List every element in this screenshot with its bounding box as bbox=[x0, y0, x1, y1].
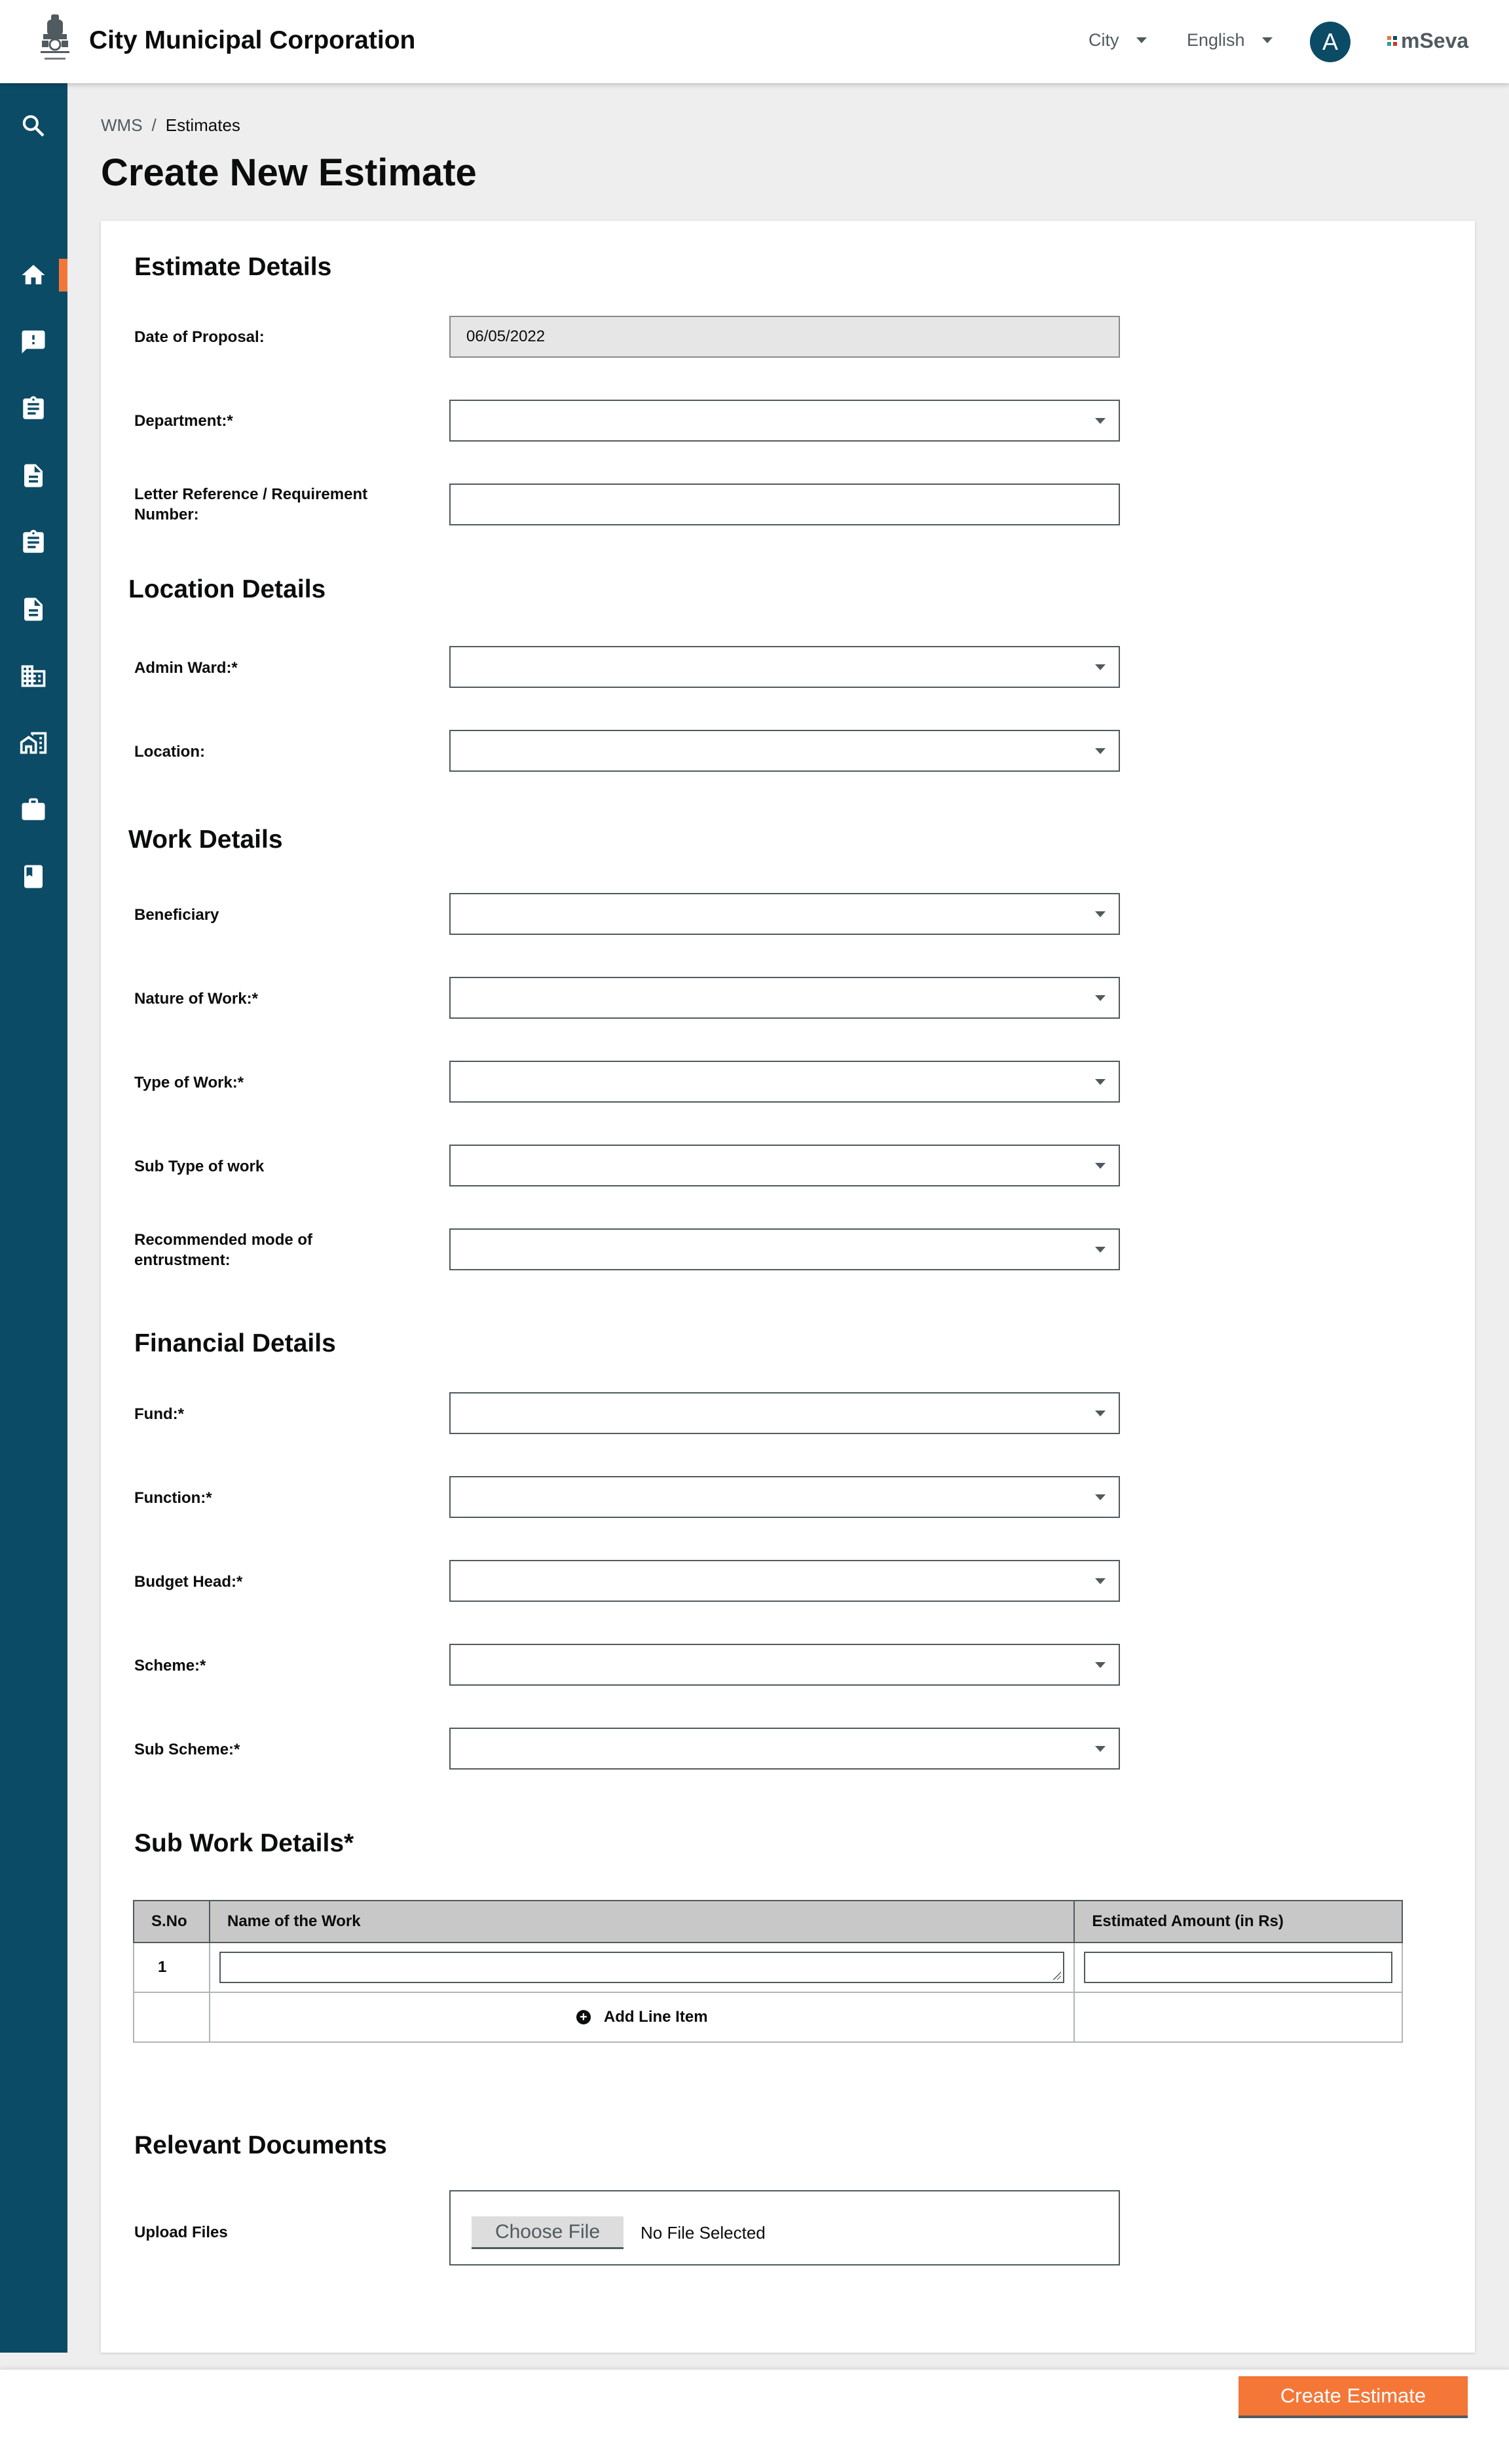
building-icon[interactable] bbox=[17, 660, 50, 692]
beneficiary-select[interactable] bbox=[449, 893, 1120, 935]
admin-ward-label: Admin Ward:* bbox=[134, 659, 238, 677]
budget-head-select[interactable] bbox=[449, 1560, 1120, 1602]
chevron-down-icon bbox=[1095, 1411, 1106, 1416]
breadcrumb-current: Estimates bbox=[165, 115, 240, 135]
sub-type-of-work-label: Sub Type of work bbox=[134, 1158, 265, 1175]
sub-work-table bbox=[133, 1900, 1403, 2043]
add-line-item-label: Add Line Item bbox=[603, 2008, 708, 2026]
chevron-down-icon bbox=[1095, 911, 1106, 917]
action-footer bbox=[0, 2370, 1509, 2464]
function-select[interactable] bbox=[449, 1476, 1120, 1518]
resize-handle-icon[interactable] bbox=[1052, 1971, 1061, 1980]
empty-cell bbox=[134, 1992, 210, 2042]
letter-reference-input[interactable] bbox=[449, 483, 1120, 525]
budget-head-label: Budget Head:* bbox=[134, 1573, 243, 1591]
add-line-cell bbox=[210, 1992, 1074, 2042]
sub-scheme-select[interactable] bbox=[449, 1728, 1120, 1770]
breadcrumb-root-link[interactable]: WMS bbox=[101, 115, 143, 135]
relevant-documents-heading: Relevant Documents bbox=[134, 2131, 387, 2159]
sub-scheme-label: Sub Scheme:* bbox=[134, 1741, 240, 1758]
chevron-down-icon bbox=[1095, 1494, 1106, 1500]
chevron-down-icon bbox=[1095, 1578, 1106, 1584]
table-header-row bbox=[134, 1901, 1402, 1943]
corporation-name: City Municipal Corporation bbox=[89, 26, 416, 54]
beneficiary-label: Beneficiary bbox=[134, 906, 219, 924]
table-row bbox=[134, 1943, 1402, 1992]
briefcase-icon[interactable] bbox=[17, 793, 50, 826]
scheme-label: Scheme:* bbox=[134, 1657, 206, 1675]
home-work-icon[interactable] bbox=[17, 727, 50, 759]
document-icon[interactable] bbox=[17, 593, 50, 626]
clipboard-icon[interactable] bbox=[17, 392, 50, 425]
sub-work-details-heading: Sub Work Details* bbox=[134, 1829, 354, 1857]
brand-dots-icon bbox=[1387, 36, 1397, 46]
choose-file-button[interactable]: Choose File bbox=[472, 2216, 624, 2249]
location-select[interactable] bbox=[449, 730, 1120, 772]
emblem-icon bbox=[37, 12, 73, 67]
book-icon[interactable] bbox=[17, 860, 50, 893]
breadcrumb bbox=[101, 115, 240, 136]
estimate-details-heading: Estimate Details bbox=[134, 253, 332, 281]
location-label: Location: bbox=[134, 743, 205, 761]
chevron-down-icon bbox=[1095, 418, 1106, 424]
chevron-down-icon bbox=[1136, 37, 1147, 43]
department-label: Department:* bbox=[134, 412, 233, 430]
chevron-down-icon bbox=[1262, 37, 1273, 43]
chevron-down-icon bbox=[1095, 1662, 1106, 1668]
upload-files-label: Upload Files bbox=[134, 2224, 228, 2241]
function-label: Function:* bbox=[134, 1489, 212, 1507]
fund-label: Fund:* bbox=[134, 1405, 184, 1423]
create-estimate-button[interactable]: Create Estimate bbox=[1239, 2376, 1468, 2418]
row-amount-cell bbox=[1074, 1943, 1402, 1992]
date-of-proposal-field: 06/05/2022 bbox=[449, 316, 1120, 358]
entrustment-mode-label: Recommended mode of entrustment: bbox=[134, 1231, 313, 1269]
sub-type-of-work-select[interactable] bbox=[449, 1145, 1120, 1186]
work-details-heading: Work Details bbox=[128, 825, 283, 854]
column-header-sno: S.No bbox=[134, 1901, 210, 1943]
column-header-amount: Estimated Amount (in Rs) bbox=[1074, 1901, 1402, 1943]
estimated-amount-input[interactable] bbox=[1084, 1952, 1392, 1983]
type-of-work-select[interactable] bbox=[449, 1061, 1120, 1103]
add-line-row bbox=[134, 1992, 1402, 2042]
chevron-down-icon bbox=[1095, 664, 1106, 670]
row-sno: 1 bbox=[134, 1943, 210, 1992]
add-line-item-button[interactable] bbox=[219, 2008, 1064, 2026]
fund-select[interactable] bbox=[449, 1392, 1120, 1434]
empty-cell bbox=[1074, 1992, 1402, 2042]
home-icon[interactable] bbox=[17, 259, 50, 292]
avatar[interactable]: A bbox=[1310, 22, 1351, 62]
chevron-down-icon bbox=[1095, 1247, 1106, 1253]
financial-details-heading: Financial Details bbox=[134, 1329, 336, 1357]
top-header bbox=[0, 0, 1509, 83]
letter-reference-label: Letter Reference / Requirement Number: bbox=[134, 485, 368, 523]
language-dropdown[interactable] bbox=[1187, 30, 1273, 50]
nature-of-work-select[interactable] bbox=[449, 977, 1120, 1019]
work-name-textarea[interactable] bbox=[219, 1952, 1064, 1983]
column-header-name: Name of the Work bbox=[210, 1901, 1074, 1943]
chevron-down-icon bbox=[1095, 1163, 1106, 1169]
file-upload-box bbox=[449, 2190, 1120, 2265]
city-dropdown[interactable] bbox=[1089, 30, 1147, 50]
brand-logo bbox=[1387, 29, 1468, 53]
chevron-down-icon bbox=[1095, 995, 1106, 1001]
nature-of-work-label: Nature of Work:* bbox=[134, 990, 258, 1008]
type-of-work-label: Type of Work:* bbox=[134, 1074, 244, 1091]
entrustment-mode-select[interactable] bbox=[449, 1228, 1120, 1270]
sidebar-active-indicator bbox=[59, 259, 67, 292]
row-name-cell bbox=[210, 1943, 1074, 1992]
document-icon[interactable] bbox=[17, 459, 50, 492]
language-dropdown-label: English bbox=[1187, 30, 1245, 50]
breadcrumb-separator: / bbox=[151, 115, 157, 135]
scheme-select[interactable] bbox=[449, 1644, 1120, 1686]
search-icon[interactable] bbox=[17, 109, 50, 142]
page-title: Create New Estimate bbox=[101, 151, 477, 194]
department-select[interactable] bbox=[449, 400, 1120, 442]
date-of-proposal-label: Date of Proposal: bbox=[134, 328, 265, 346]
chevron-down-icon bbox=[1095, 748, 1106, 754]
feedback-icon[interactable] bbox=[17, 326, 50, 358]
admin-ward-select[interactable] bbox=[449, 646, 1120, 688]
clipboard-icon[interactable] bbox=[17, 526, 50, 559]
sidebar bbox=[0, 83, 67, 2353]
brand-name: mSeva bbox=[1401, 29, 1469, 52]
location-details-heading: Location Details bbox=[128, 575, 326, 603]
no-file-selected-text: No File Selected bbox=[641, 2223, 766, 2243]
add-circle-icon: + bbox=[576, 2010, 591, 2024]
chevron-down-icon bbox=[1095, 1746, 1106, 1752]
city-dropdown-label: City bbox=[1089, 30, 1119, 50]
chevron-down-icon bbox=[1095, 1079, 1106, 1085]
